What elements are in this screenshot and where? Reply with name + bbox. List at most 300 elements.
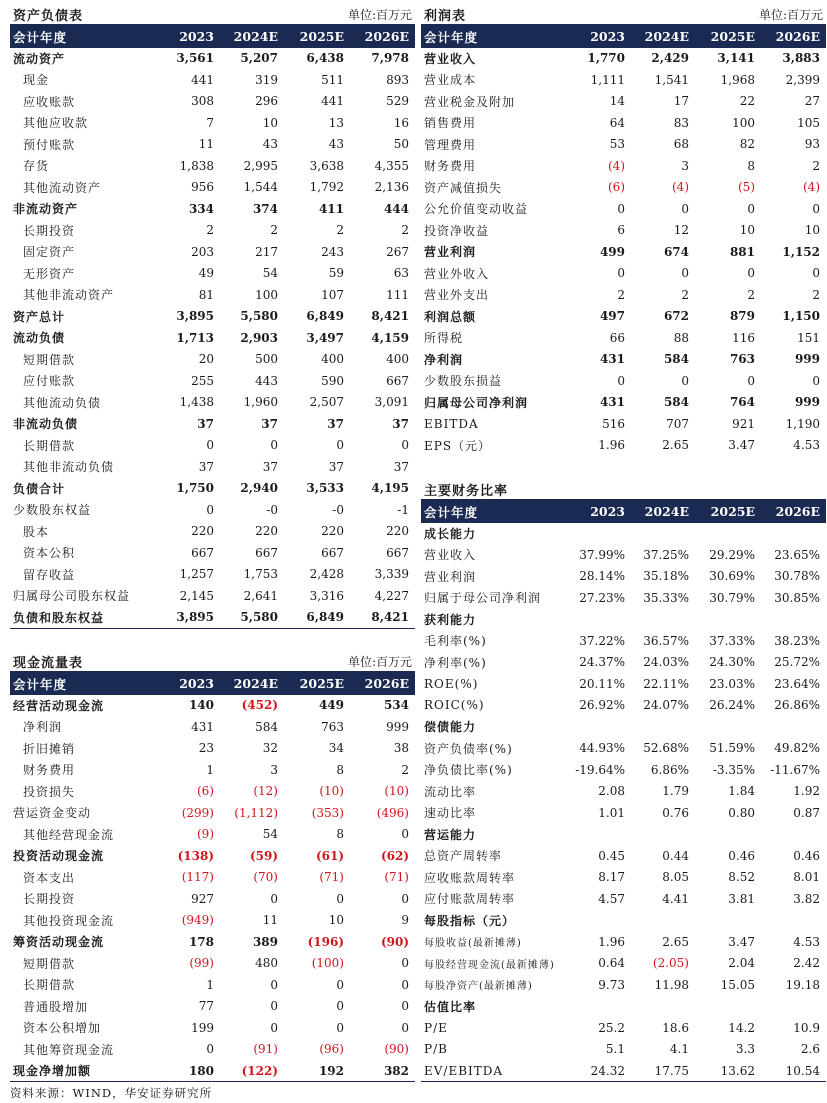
row-label: ROE(%) [424,676,479,691]
cell-value: 8,421 [350,607,415,629]
cell-value [631,910,695,932]
cell-value: 441 [321,94,344,109]
row-label: 资产减值损失 [424,180,503,195]
cell-value: 140 [188,698,214,713]
table-row [10,521,415,543]
cell-value [631,609,695,631]
cell-value: 26.92% [579,698,625,713]
cell-value: 25.2 [598,1020,625,1035]
cell-value: 32 [262,741,278,756]
cell-value: 2,145 [179,588,214,603]
cell-value: 0.87 [793,805,820,820]
cell-value: 151 [797,330,820,345]
cell-value: 37 [328,459,344,474]
cell-value: -19.64% [575,762,625,777]
table-row [421,759,826,781]
cell-value: 2,399 [785,72,820,87]
cell-value: 0 [270,438,278,453]
cell-value: 2 [206,223,214,238]
cell-value: (91) [253,1042,278,1057]
cell-value: 14.2 [728,1020,755,1035]
cell-value: 3,339 [374,567,409,582]
table-row [421,609,826,631]
cell-value: 3,561 [176,51,214,66]
cell-value: 0 [336,1020,344,1035]
cell-value: 2 [812,287,820,302]
cash-flow-title: 现金流量表 [13,655,84,671]
income_statement-header-row [421,26,826,48]
cell-value: 116 [732,330,755,345]
cell-value: 4,355 [374,158,409,173]
cell-value: 2,641 [243,588,278,603]
row-label: 其他流动资产 [23,180,102,195]
cell-value: 1.92 [793,784,820,799]
cell-value: -0 [332,502,344,517]
column-header-label: 会计年度 [10,673,158,695]
table-row [421,845,826,867]
cell-value: 3 [270,762,278,777]
row-label: 普通股增加 [23,999,89,1014]
cell-value: 0.44 [662,848,689,863]
cell-value: 14 [609,94,625,109]
cell-value: 0 [401,827,409,842]
column-header-year: 2026E [350,26,415,48]
cell-value: 763 [729,352,755,367]
cell-value: 37 [261,416,278,431]
cell-value: 2.08 [598,784,625,799]
cell-value: 529 [386,94,409,109]
cell-value: 707 [666,416,689,431]
cell-value: 511 [321,72,344,87]
cell-value: 0 [401,999,409,1014]
cell-value: 9.73 [598,977,625,992]
cell-value: 1,770 [587,51,625,66]
row-label: EPS（元） [424,438,492,453]
cell-value: 0 [617,266,625,281]
cell-value: 0 [336,999,344,1014]
cell-value: 3,316 [309,588,344,603]
row-label: 其他筹资现金流 [23,1042,115,1057]
income-statement-titlebar [421,4,826,26]
cell-value: 24.32 [569,1060,631,1082]
column-header-year: 2026E [350,673,415,695]
cell-value: 10 [804,223,820,238]
column-header-year: 2026E [761,26,826,48]
row-label: 其他非流动负债 [23,460,115,475]
cell-value: 308 [191,94,214,109]
row-label: 留存收益 [23,567,76,582]
table-row [421,435,826,457]
cell-value [695,716,761,738]
cell-value: 0 [747,373,755,388]
table-row [10,91,415,113]
cell-value: 52.68% [643,741,689,756]
row-label: 归属母公司股东权益 [13,589,131,604]
cell-value: 0 [747,201,755,216]
cell-value: 11 [262,913,278,928]
row-label: 管理费用 [424,137,477,152]
cell-value: 100 [732,115,755,130]
cell-value: 37 [327,416,344,431]
cell-value: 584 [255,719,278,734]
cell-value: 17 [673,94,689,109]
cell-value: 82 [739,137,755,152]
row-label: P/E [424,1020,448,1035]
cell-value: 100 [255,287,278,302]
row-label: 资本支出 [23,870,76,885]
row-label: 资本公积 [23,546,76,561]
cell-value: 23.65% [774,547,820,562]
row-label: 股本 [23,524,50,539]
cell-value: 37 [393,459,409,474]
cell-value: 667 [321,545,344,560]
cell-value: 18.6 [662,1020,689,1035]
table-row [10,349,415,371]
cell-value: 4.57 [598,891,625,906]
row-label: 财务费用 [23,763,76,778]
cell-value: 105 [797,115,820,130]
cell-value: 43 [328,137,344,152]
cell-value [761,824,826,846]
cell-value: (4) [608,158,625,173]
cell-value: 0 [617,201,625,216]
row-label: 营业收入 [424,548,477,563]
cell-value: 51.59% [709,741,755,756]
cell-value: 2,136 [374,180,409,195]
table-row [421,630,826,652]
row-label: 流动比率 [424,784,477,799]
cell-value: (6) [608,180,625,195]
table-row [421,931,826,953]
cash-flow-unit: 单位:百万元 [347,654,412,669]
cell-value: 5,207 [240,51,278,66]
cell-value: 3,533 [306,481,344,496]
cell-value: 1 [206,977,214,992]
cell-value: 431 [191,719,214,734]
cell-value: 35.18% [643,569,689,584]
row-label: 财务费用 [424,159,477,174]
table-row [421,523,826,545]
cell-value: 3 [681,158,689,173]
cell-value: 1,838 [179,158,214,173]
cell-value: 2,429 [651,51,689,66]
cell-value: 107 [321,287,344,302]
cell-value: 59 [328,266,344,281]
table-row [10,910,415,932]
row-label: 成长能力 [424,526,477,541]
table-row [421,48,826,70]
cell-value: 296 [255,94,278,109]
cell-value [761,716,826,738]
cell-value: 38.23% [774,633,820,648]
cash-flow-table [10,673,415,1082]
cash_flow-header-row [10,673,415,695]
row-label: 长期投资 [23,223,76,238]
cell-value: 2 [270,223,278,238]
cell-value: (100) [311,956,344,971]
row-label: 长期投资 [23,892,76,907]
cell-value: 2,995 [243,158,278,173]
cell-value: 49 [198,266,214,281]
cell-value: 5,580 [220,607,284,629]
cell-value: (496) [376,805,409,820]
cell-value: 3,497 [306,330,344,345]
row-label: EV/EBITDA [421,1060,569,1082]
cell-value: (2.05) [652,956,689,971]
cell-value: 217 [255,244,278,259]
table-row [10,284,415,306]
cell-value: 4,159 [371,330,409,345]
row-label: 其他应收款 [23,116,89,131]
cell-value: (9) [197,827,214,842]
cell-value: 0 [401,977,409,992]
cell-value: (62) [380,848,409,863]
table-row [421,241,826,263]
cell-value: (949) [181,913,214,928]
income-statement-unit: 单位:百万元 [758,7,823,22]
cell-value: 1,544 [243,180,278,195]
cell-value: 23.64% [774,676,820,691]
row-label: 营业外支出 [424,288,490,303]
cell-value: 0 [206,1042,214,1057]
table-row [10,220,415,242]
cell-value: 674 [663,244,689,259]
cell-value: 220 [386,524,409,539]
cell-value [569,996,631,1018]
source-footnote: 资料来源：WIND，华安证券研究所 [10,1086,213,1100]
table-row [421,738,826,760]
cell-value: 431 [599,395,625,410]
cell-value: 400 [321,352,344,367]
row-label: 非流动负债 [13,417,79,432]
cell-value: (299) [181,805,214,820]
table-row [421,306,826,328]
cell-value: 3,883 [782,51,820,66]
row-label: 营业成本 [424,73,477,88]
cell-value: 0 [270,977,278,992]
table-row [10,1060,415,1082]
cell-value: 1.96 [598,934,625,949]
row-label: 存货 [23,159,50,174]
cell-value: 0 [270,1020,278,1035]
cell-value: 0 [681,373,689,388]
table-row [10,413,415,435]
table-row [10,456,415,478]
cell-value: 63 [393,266,409,281]
row-label: 估值比率 [424,999,477,1014]
row-label: 其他流动负债 [23,395,102,410]
cell-value: -0 [266,502,278,517]
row-label: 负债合计 [13,481,66,496]
cell-value: 19.18 [785,977,820,992]
cell-value: 584 [663,395,689,410]
column-header-year: 2025E [695,501,761,523]
table-row [421,867,826,889]
row-label: 净利率(%) [424,655,487,670]
table-row [10,845,415,867]
cell-value: (90) [380,934,409,949]
row-label: 长期借款 [23,438,76,453]
cell-value: 2.42 [793,956,820,971]
table-row [10,478,415,500]
table-row [10,824,415,846]
table-row [10,155,415,177]
row-label: EBITDA [424,416,479,431]
cell-value: 54 [262,266,278,281]
column-header-year: 2023 [158,673,220,695]
row-label: 现金净增加额 [10,1060,158,1082]
cell-value: 3.81 [728,891,755,906]
cell-value: 0 [270,999,278,1014]
table-row [421,134,826,156]
cell-value: (10) [384,784,409,799]
cell-value: 0 [401,438,409,453]
cell-value: 4.41 [662,891,689,906]
row-label: 营业利润 [424,569,477,584]
cell-value: 5,580 [240,309,278,324]
cell-value: 8 [336,762,344,777]
table-row [421,695,826,717]
cell-value: 1,152 [782,244,820,259]
table-row [10,695,415,717]
cell-value: 4,227 [374,588,409,603]
cell-value: 1,111 [590,72,625,87]
cell-value: (71) [384,870,409,885]
table-row [421,888,826,910]
table-row [10,435,415,457]
cell-value: 24.03% [643,655,689,670]
cell-value: 0 [401,956,409,971]
cell-value: 10 [262,115,278,130]
table-row [421,220,826,242]
table-row [421,544,826,566]
cell-value: 37.22% [579,633,625,648]
income-statement-title: 利润表 [424,8,467,24]
cell-value [761,910,826,932]
table-row [10,974,415,996]
cell-value: 764 [729,395,755,410]
row-label: 每股收益(最新摊薄) [424,938,522,950]
row-label: 投资损失 [23,784,76,799]
cell-value: 1,438 [179,395,214,410]
column-header-label: 会计年度 [421,26,569,48]
row-label: 营业收入 [424,51,477,66]
table-row [421,69,826,91]
row-label: 营业利润 [424,245,477,260]
column-header-label: 会计年度 [421,501,569,523]
cell-value: 4,195 [371,481,409,496]
cell-value: 29.29% [709,547,755,562]
column-header-year: 2024E [220,26,284,48]
cell-value: 1.96 [598,438,625,453]
cell-value: 2 [336,223,344,238]
cell-value: 53 [609,137,625,152]
cell-value: 27.23% [579,590,625,605]
row-label: P/B [424,1042,448,1057]
cell-value: 1,257 [179,567,214,582]
cell-value: 50 [393,137,409,152]
cell-value: 3,895 [176,309,214,324]
cell-value: 37.99% [579,547,625,562]
table-row [421,996,826,1018]
cell-value: 83 [673,115,689,130]
cell-value: -3.35% [712,762,755,777]
row-label: 营业外收入 [424,266,490,281]
cell-value: 8.05 [662,870,689,885]
cell-value: 667 [255,545,278,560]
table-row [421,652,826,674]
table-row [10,48,415,70]
cell-value: 879 [729,309,755,324]
table-row [421,824,826,846]
table-row [10,888,415,910]
cell-value: 20.11% [579,676,625,691]
cell-value: (196) [307,934,344,949]
cell-value: 11.98 [654,977,689,992]
cell-value [631,824,695,846]
cell-value: 0 [812,373,820,388]
cell-value: 30.79% [709,590,755,605]
cell-value: 6.86% [650,762,689,777]
cell-value [695,609,761,631]
row-label: 少数股东权益 [13,503,92,518]
row-label: 应收账款 [23,94,76,109]
cell-value: 2,903 [240,330,278,345]
cell-value: (4) [803,180,820,195]
cell-value: 2.04 [728,956,755,971]
column-header-label: 会计年度 [10,26,158,48]
cell-value: 8 [747,158,755,173]
cell-value: 28.14% [579,569,625,584]
cell-value: 8.01 [793,870,820,885]
cell-value [569,523,631,545]
cell-value: 111 [386,287,409,302]
row-label: 归属于母公司净利润 [424,591,542,606]
table-row [421,198,826,220]
cell-value: 68 [673,137,689,152]
table-row [421,284,826,306]
cell-value: 13.62 [695,1060,761,1082]
table-row [10,781,415,803]
cell-value: 499 [599,244,625,259]
row-label: 资产总计 [13,309,66,324]
cell-value: 37 [197,416,214,431]
table-row [10,716,415,738]
cell-value: 10.9 [793,1020,820,1035]
cell-value: 0 [401,1020,409,1035]
cell-value: 13 [328,115,344,130]
cell-value: 35.33% [643,590,689,605]
cell-value: 956 [191,180,214,195]
cell-value: 10 [739,223,755,238]
cell-value: 4.1 [669,1042,689,1057]
cell-value: 389 [252,934,278,949]
table-row [421,263,826,285]
cell-value: 220 [321,524,344,539]
column-header-year: 2023 [158,26,220,48]
cell-value: 178 [188,934,214,949]
cell-value: 6,849 [306,309,344,324]
cell-value [569,910,631,932]
cell-value: 77 [198,999,214,1014]
cell-value: 8,421 [371,309,409,324]
balance-sheet-unit: 单位:百万元 [347,7,412,22]
cell-value: 584 [663,352,689,367]
row-label: 应付账款 [23,374,76,389]
cell-value: 1,190 [785,416,820,431]
cell-value: 88 [673,330,689,345]
cell-value: (61) [315,848,344,863]
